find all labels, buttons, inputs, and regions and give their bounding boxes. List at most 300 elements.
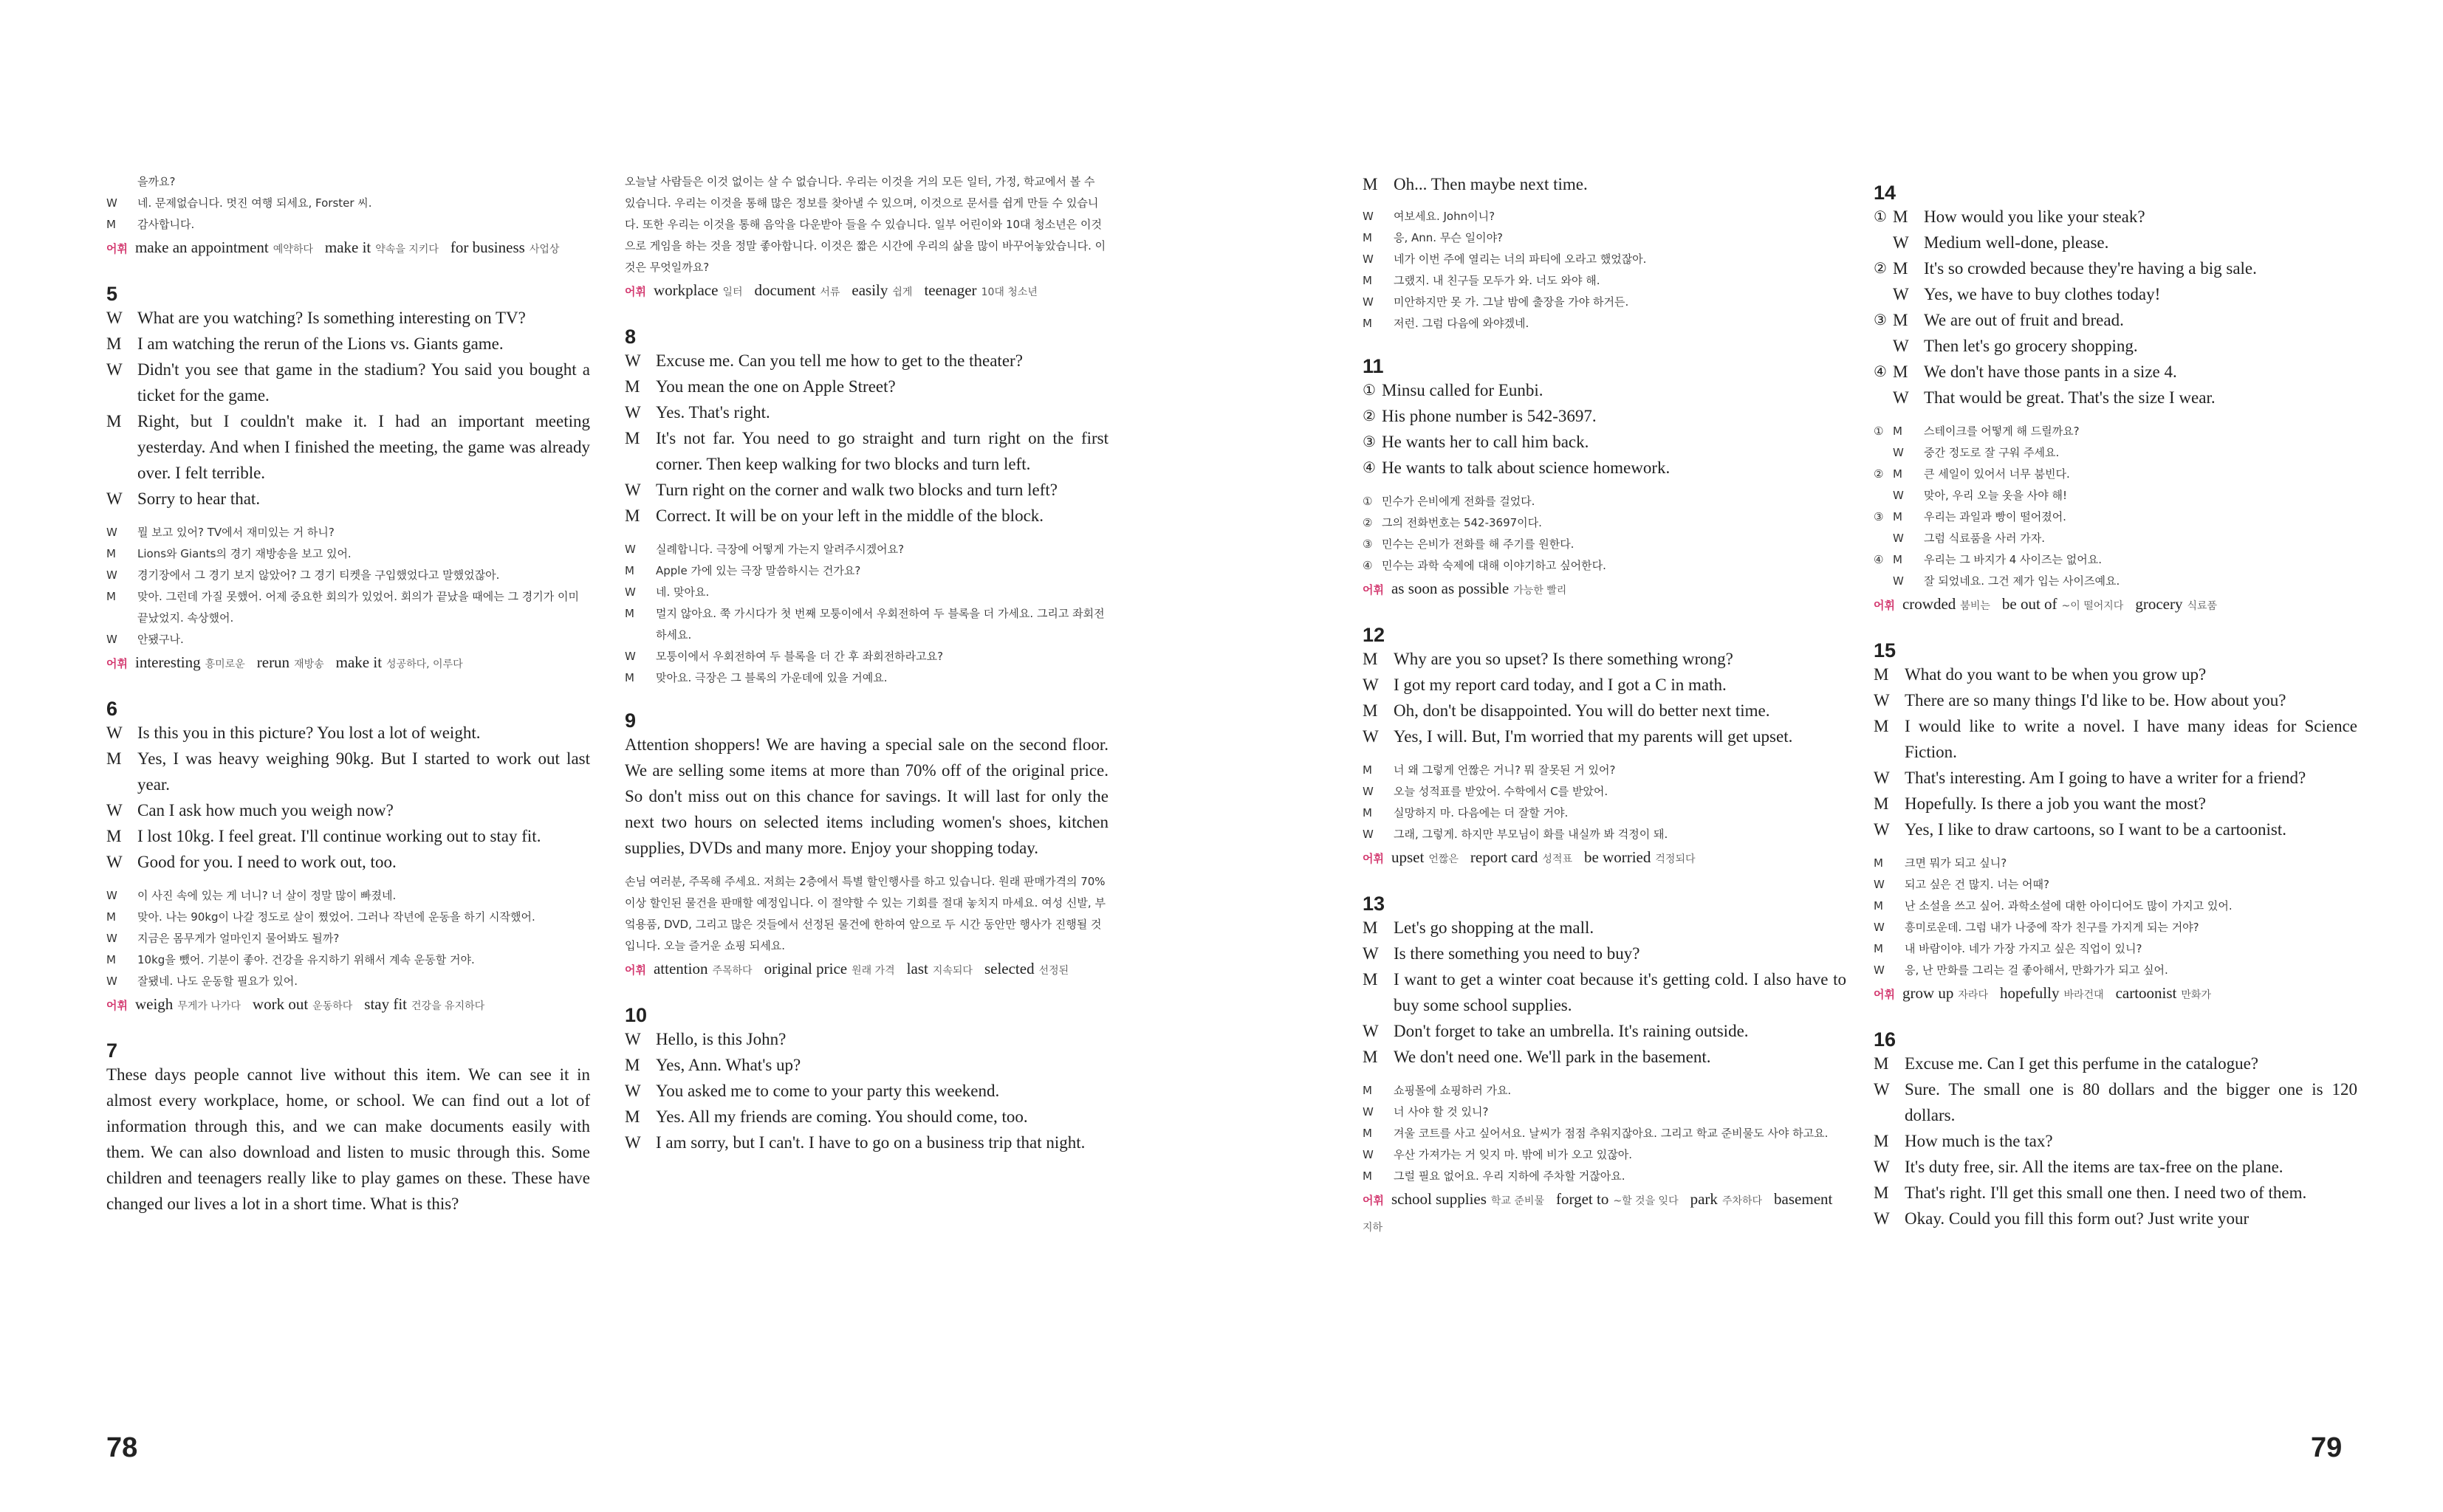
translation-text: 모퉁이에서 우회전하여 두 블록을 더 간 후 좌회전하라고요? xyxy=(656,650,944,663)
translation-line xyxy=(1874,938,2357,960)
translation-line xyxy=(1874,442,2357,464)
question-13 xyxy=(1363,893,1846,1240)
vocab-meaning: 건강을 유지하다 xyxy=(411,1000,485,1012)
vocab-meaning: 만화가 xyxy=(2181,989,2211,1001)
vocab-word: stay fit xyxy=(364,995,408,1013)
vocab-meaning: 무게가 나가다 xyxy=(177,1000,241,1012)
translation-line xyxy=(106,907,590,928)
question-number: 14 xyxy=(1874,182,1897,204)
passage-text: Attention shoppers! We are having a special sale on the second floor. We are selling some items at more than 70% off of the original price. So don't miss out on this chance for savings. It will last for only the next two hours on selected items including women's shoes, kitchen supplies, DVDs and many more. Enjoy your shopping today. xyxy=(625,735,1109,857)
speaker-label: M xyxy=(1363,175,1378,193)
option-marker xyxy=(1874,385,1893,410)
vocab-label: 어휘 xyxy=(1874,599,1895,612)
dialogue-text: Right, but I couldn't make it. I had an important meeting yesterday. And when I finished the meeting, the game was already over. I felt terrible. xyxy=(137,412,590,482)
q10-continuation xyxy=(1363,171,1846,334)
vocab-meaning: 걱정되다 xyxy=(1655,853,1696,865)
dialogue-line xyxy=(1874,333,2357,359)
translation-line xyxy=(106,565,590,586)
speaker-label: W xyxy=(106,633,117,646)
dialogue-text: Then let's go grocery shopping. xyxy=(1924,337,2138,355)
dialogue-line xyxy=(106,408,590,486)
dialogue-text: I am watching the rerun of the Lions vs. Giants game. xyxy=(137,334,504,353)
dialogue-line xyxy=(1874,255,2357,281)
vocab-label: 어휘 xyxy=(1363,583,1384,597)
translation-line xyxy=(1363,534,1846,555)
vocab-meaning: 자라다 xyxy=(1958,989,1988,1001)
question-number: 7 xyxy=(106,1040,118,1062)
translation-text: 민수는 과학 숙제에 대해 이야기하고 싶어한다. xyxy=(1382,559,1606,572)
speaker-label: M xyxy=(625,377,640,396)
option-marker xyxy=(1874,442,1893,464)
dialogue-text: We are out of fruit and bread. xyxy=(1924,311,2124,329)
dialogue-line xyxy=(1874,765,2357,791)
vocab-meaning: 주목하다 xyxy=(712,965,753,977)
translation-text: 감사합니다. xyxy=(137,218,195,231)
dialogue-line xyxy=(106,797,590,823)
translation-line xyxy=(1874,485,2357,506)
column-3 xyxy=(1363,171,1846,1261)
vocab-word: original price xyxy=(764,960,848,977)
vocab-meaning: 지속되다 xyxy=(932,965,973,977)
translation-text: 잘 되었네요. 그건 제가 입는 사이즈예요. xyxy=(1924,574,2120,588)
translation-text: 중간 정도로 잘 구워 주세요. xyxy=(1924,446,2060,459)
speaker-label: M xyxy=(106,590,116,603)
dialogue-line xyxy=(1874,1076,2357,1128)
vocab-word: work out xyxy=(252,995,309,1013)
dialogue-line xyxy=(1874,1051,2357,1076)
speaker-label: M xyxy=(625,506,640,525)
right-page xyxy=(1222,0,2443,1512)
dialogue-line xyxy=(625,1104,1109,1130)
translation-text: 저런. 그럼 다음에 와야겠네. xyxy=(1394,317,1529,330)
vocab-meaning: 약속을 지키다 xyxy=(375,244,439,255)
dialogue-line xyxy=(1874,1128,2357,1154)
question-number: 10 xyxy=(625,1004,648,1026)
translation-line xyxy=(1363,227,1846,249)
vocab-word: school supplies xyxy=(1391,1190,1487,1208)
speaker-label: M xyxy=(1874,942,1883,955)
translation-text: 네가 이번 주에 열리는 너의 파티에 오라고 했었잖아. xyxy=(1394,252,1647,266)
option-marker: ① xyxy=(1363,381,1376,399)
translation-line xyxy=(1874,528,2357,549)
dialogue-text: How would you like your steak? xyxy=(1924,207,2145,226)
dialogue-line xyxy=(1363,429,1846,455)
vocab-meaning: 재방송 xyxy=(294,659,324,670)
vocab-meaning: 바라건대 xyxy=(2063,989,2104,1001)
dialogue-text: Is there something you need to buy? xyxy=(1394,944,1640,963)
translation-text: 크면 뭐가 되고 싶니? xyxy=(1905,856,2007,870)
vocab-meaning: 흥미로운 xyxy=(205,659,245,670)
option-marker: ④ xyxy=(1363,458,1376,476)
vocab-label: 어휘 xyxy=(1363,852,1384,865)
vocab-word: document xyxy=(754,281,816,299)
question-number: 15 xyxy=(1874,639,1897,662)
question-number: 11 xyxy=(1363,355,1384,377)
translation-line xyxy=(106,629,590,650)
translation-text: 그의 전화번호는 542-3697이다. xyxy=(1382,516,1542,529)
dialogue-text: Yes, I will. But, I'm worried that my parents will get upset. xyxy=(1394,727,1793,746)
speaker-label: W xyxy=(106,309,123,327)
speaker-label: M xyxy=(106,547,116,560)
dialogue-text: It's duty free, sir. All the items are tax-free on the plane. xyxy=(1905,1158,2283,1176)
dialogue-text: Minsu called for Eunbi. xyxy=(1382,381,1543,399)
dialogue-line xyxy=(1363,724,1846,749)
translation-text: 큰 세일이 있어서 너무 붐빈다. xyxy=(1924,467,2070,481)
speaker-label: M xyxy=(625,429,640,447)
dialogue-text: Yes, we have to buy clothes today! xyxy=(1924,285,2161,303)
dialogue-text: I lost 10kg. I feel great. I'll continue working out to stay fit. xyxy=(137,827,541,845)
speaker-label: W xyxy=(1363,1105,1374,1118)
speaker-label: M xyxy=(1363,1048,1378,1066)
translation-line xyxy=(106,971,590,992)
option-marker: ④ xyxy=(1363,559,1373,572)
dialogue-text: It's so crowded because they're having a big sale. xyxy=(1924,259,2257,278)
vocab-meaning: 가능한 빨리 xyxy=(1513,585,1567,597)
translation-line xyxy=(106,928,590,949)
speaker-label: W xyxy=(1363,1148,1374,1161)
question-16 xyxy=(1874,1028,2357,1231)
vocabulary-list xyxy=(1874,592,2357,619)
dialogue-line xyxy=(625,1130,1109,1155)
translation-text: 그래, 그렇게. 하지만 부모님이 화를 내실까 봐 걱정이 돼. xyxy=(1394,828,1668,841)
dialogue-line xyxy=(1363,1044,1846,1070)
question-number: 12 xyxy=(1363,624,1385,646)
dialogue-line xyxy=(1363,941,1846,966)
vocab-meaning: 사업상 xyxy=(529,244,560,255)
speaker-label: W xyxy=(625,351,641,370)
dialogue-line xyxy=(625,1026,1109,1052)
vocab-word: park xyxy=(1690,1190,1718,1208)
dialogue-text: He wants to talk about science homework. xyxy=(1382,458,1671,477)
vocab-meaning: 운동하다 xyxy=(312,1000,353,1012)
vocab-word: make it xyxy=(324,238,371,256)
dialogue-line xyxy=(1874,791,2357,817)
translation-text: 10kg을 뺐어. 기분이 좋아. 건강을 유지하기 위해서 계속 운동할 거야. xyxy=(137,953,475,966)
dialogue-line xyxy=(1874,230,2357,255)
dialogue-line xyxy=(625,399,1109,425)
translation-line xyxy=(1363,803,1846,824)
vocab-meaning: 식료품 xyxy=(2187,600,2218,612)
translation-text: 맞아, 우리 오늘 옷을 사야 해! xyxy=(1924,489,2068,502)
dialogue-line xyxy=(1874,307,2357,333)
option-marker xyxy=(1874,333,1893,359)
speaker-label xyxy=(106,171,137,193)
question-5 xyxy=(106,283,590,677)
translation-line xyxy=(106,885,590,907)
vocab-label: 어휘 xyxy=(1874,988,1895,1001)
translation-text: 그랬지. 내 친구들 모두가 와. 너도 와야 해. xyxy=(1394,274,1600,287)
speaker-label: M xyxy=(1874,856,1883,870)
speaker-label: W xyxy=(1874,921,1885,934)
dialogue-line xyxy=(1363,403,1846,429)
dialogue-line xyxy=(625,374,1109,399)
option-marker: ③ xyxy=(1874,510,1884,523)
speaker-label: W xyxy=(625,585,636,599)
translation-line xyxy=(1874,853,2357,874)
speaker-label: W xyxy=(1874,1080,1890,1099)
vocab-word: cartoonist xyxy=(2115,984,2177,1002)
q7-translation xyxy=(625,171,1109,305)
vocab-label: 어휘 xyxy=(1363,1194,1384,1207)
vocab-word: selected xyxy=(984,960,1035,977)
translation-line xyxy=(106,949,590,971)
speaker-label: M xyxy=(1893,425,1902,438)
dialogue-line xyxy=(1363,377,1846,403)
speaker-label: W xyxy=(1363,944,1379,963)
speaker-label: M xyxy=(1363,763,1372,777)
speaker-label: W xyxy=(106,889,117,902)
speaker-label: W xyxy=(106,975,117,988)
dialogue-line xyxy=(1363,646,1846,672)
option-marker: ② xyxy=(1363,516,1373,529)
dialogue-text: Yes. All my friends are coming. You should come, too. xyxy=(656,1107,1028,1126)
translation-text: 네. 맞아요. xyxy=(656,585,710,599)
speaker-label: W xyxy=(1893,233,1909,252)
dialogue-line xyxy=(625,425,1109,477)
speaker-label: M xyxy=(1893,259,1908,278)
speaker-label: M xyxy=(1363,317,1372,330)
speaker-label: W xyxy=(106,526,117,539)
speaker-label: M xyxy=(1363,918,1378,937)
dialogue-line xyxy=(106,486,590,512)
speaker-label: W xyxy=(1874,963,1885,977)
speaker-label: W xyxy=(1874,1158,1890,1176)
translation-text: 되고 싶은 건 많지. 너는 어때? xyxy=(1905,878,2049,891)
dialogue-line xyxy=(1874,359,2357,385)
vocab-word: be worried xyxy=(1584,848,1651,866)
speaker-label: M xyxy=(1363,806,1372,819)
translation-line xyxy=(1363,1144,1846,1166)
dialogue-text: You mean the one on Apple Street? xyxy=(656,377,896,396)
translation-text: 안됐구나. xyxy=(137,633,184,646)
vocabulary-list xyxy=(625,278,1109,305)
dialogue-text: Turn right on the corner and walk two blocks and turn left? xyxy=(656,481,1058,499)
speaker-label: W xyxy=(1893,532,1904,545)
speaker-label: W xyxy=(106,568,117,582)
speaker-label: M xyxy=(1893,362,1908,381)
option-marker: ③ xyxy=(1874,311,1887,329)
speaker-label: M xyxy=(1874,665,1889,684)
translation-text: 잘됐네. 나도 운동할 필요가 있어. xyxy=(137,975,298,988)
dialogue-line xyxy=(106,331,590,357)
option-marker: ③ xyxy=(1363,433,1376,450)
speaker-label: M xyxy=(1874,1054,1889,1073)
question-10 xyxy=(625,1004,1109,1155)
vocab-meaning: 주차하다 xyxy=(1721,1195,1763,1207)
question-number: 9 xyxy=(625,709,637,732)
speaker-label: M xyxy=(1874,794,1889,813)
translation-line xyxy=(1363,781,1846,803)
translation-text: 민수는 은비가 전화를 해 주기를 원한다. xyxy=(1382,537,1575,551)
speaker-label: M xyxy=(106,412,122,430)
translation-line xyxy=(1363,1102,1846,1123)
vocabulary-list xyxy=(106,992,590,1019)
vocab-label: 어휘 xyxy=(106,999,128,1012)
dialogue-line xyxy=(625,503,1109,529)
dialogue-line xyxy=(106,305,590,331)
translation-line xyxy=(625,603,1109,646)
speaker-label: M xyxy=(106,218,116,231)
option-marker xyxy=(1874,528,1893,549)
dialogue-text: Good for you. I need to work out, too. xyxy=(137,853,397,871)
question-7 xyxy=(106,1040,590,1217)
translation-line xyxy=(1874,571,2357,592)
translation-line xyxy=(106,214,590,236)
passage-translation: 손님 여러분, 주목해 주세요. 저희는 2층에서 특별 할인행사를 하고 있습니다. 원래 판매가격의 70% 이상 할인된 물건을 판매할 예정입니다. 이 절약할 수 있는 기회를 절대 놓치지 마세요. 여성 신발, 부엌용품, DVD, 그리고 많은 것들에서 선정된 물건에 한하여 앞으로 두 시간 동안만 행사가 진행될 것입니다. 오늘 즐거운 쇼핑 되세요. xyxy=(625,875,1106,952)
question-11 xyxy=(1363,355,1846,603)
speaker-label: M xyxy=(1893,207,1908,226)
option-marker: ② xyxy=(1874,467,1884,481)
dialogue-line xyxy=(625,477,1109,503)
translation-line xyxy=(1363,1123,1846,1144)
question-number: 16 xyxy=(1874,1028,1897,1051)
option-marker: ① xyxy=(1874,425,1884,438)
speaker-label: W xyxy=(106,724,123,742)
vocab-meaning: 붐비는 xyxy=(1960,600,1990,612)
speaker-label: W xyxy=(1874,1209,1890,1228)
dialogue-line xyxy=(1874,1180,2357,1206)
vocab-meaning: 성공하다, 이루다 xyxy=(386,659,463,670)
vocabulary-list xyxy=(1363,845,1846,872)
dialogue-text: We don't have those pants in a size 4. xyxy=(1924,362,2177,381)
page-number-right: 79 xyxy=(2311,1432,2343,1463)
vocab-word: upset xyxy=(1391,848,1425,866)
translation-text: 너 왜 그렇게 언짢은 거니? 뭐 잘못된 거 있어? xyxy=(1394,763,1616,777)
speaker-label: M xyxy=(1893,553,1902,566)
dialogue-line xyxy=(1874,1154,2357,1180)
dialogue-text: His phone number is 542-3697. xyxy=(1382,407,1597,425)
translation-line xyxy=(106,586,590,629)
translation-text: Apple 가에 있는 극장 말씀하시는 건가요? xyxy=(656,564,861,577)
translation-text: 우리는 그 바지가 4 사이즈는 없어요. xyxy=(1924,553,2103,566)
translation-text: 흥미로운데. 그럼 내가 나중에 작가 친구를 가지게 되는 거야? xyxy=(1905,921,2199,934)
dialogue-text: Yes, I was heavy weighing 90kg. But I started to work out last year. xyxy=(137,749,590,794)
vocab-word: easily xyxy=(852,281,888,299)
speaker-label: M xyxy=(106,749,122,768)
speaker-label: W xyxy=(1363,828,1374,841)
translation-text: 경기장에서 그 경기 보지 않았어? 그 경기 티켓을 구입했었다고 말했었잖아. xyxy=(137,568,500,582)
dialogue-line xyxy=(1874,713,2357,765)
vocab-meaning: 성적표 xyxy=(1542,853,1572,865)
dialogue-text: Why are you so upset? Is there something wrong? xyxy=(1394,650,1733,668)
translation-line xyxy=(1874,960,2357,981)
dialogue-text: Can I ask how much you weigh now? xyxy=(137,801,394,819)
dialogue-line xyxy=(1874,687,2357,713)
translation-line xyxy=(106,543,590,565)
speaker-label: M xyxy=(1874,1183,1889,1202)
vocab-word: grocery xyxy=(2135,595,2183,613)
speaker-label: M xyxy=(1363,701,1378,720)
translation-text: 너 사야 할 것 있니? xyxy=(1394,1105,1489,1118)
speaker-label: M xyxy=(625,1107,640,1126)
option-marker: ② xyxy=(1363,407,1376,425)
dialogue-text: Let's go shopping at the mall. xyxy=(1394,918,1594,937)
translation-line xyxy=(1363,760,1846,781)
vocab-word: make it xyxy=(335,653,383,671)
dialogue-text: Hello, is this John? xyxy=(656,1030,787,1048)
dialogue-line xyxy=(1363,966,1846,1018)
speaker-label: W xyxy=(625,650,636,663)
translation-line xyxy=(1363,313,1846,334)
vocab-word: teenager xyxy=(924,281,977,299)
dialogue-text: Sure. The small one is 80 dollars and the bigger one is 120 dollars. xyxy=(1905,1080,2357,1124)
speaker-label: W xyxy=(1874,878,1885,891)
speaker-label: W xyxy=(1893,388,1909,407)
speaker-label: W xyxy=(625,403,641,422)
dialogue-text: I want to get a winter coat because it's getting cold. I also have to buy some school supplies. xyxy=(1394,970,1846,1014)
vocab-meaning: 언짢은 xyxy=(1428,853,1459,865)
vocab-label: 어휘 xyxy=(106,657,128,670)
vocab-word: last xyxy=(906,960,928,977)
translation-line xyxy=(1363,1166,1846,1187)
vocab-word: basement xyxy=(1774,1190,1833,1208)
vocab-word: forget to xyxy=(1555,1190,1609,1208)
dialogue-text: Yes. That's right. xyxy=(656,403,770,422)
vocab-meaning: ~이 떨어지다 xyxy=(2061,600,2124,612)
option-marker: ④ xyxy=(1874,553,1884,566)
dialogue-text: Medium well-done, please. xyxy=(1924,233,2109,252)
translation-text: 실례합니다. 극장에 어떻게 가는지 알려주시겠어요? xyxy=(656,543,905,556)
dialogue-text: Excuse me. Can I get this perfume in the catalogue? xyxy=(1905,1054,2258,1073)
speaker-label: W xyxy=(106,932,117,945)
speaker-label: M xyxy=(1874,1132,1889,1150)
translation-text: Lions와 Giants의 경기 재방송을 보고 있어. xyxy=(137,547,352,560)
translation-text: 겨울 코트를 사고 싶어서요. 날씨가 점점 추워지잖아요. 그리고 학교 준비물도 사야 하고요. xyxy=(1394,1127,1829,1140)
speaker-label: W xyxy=(625,543,636,556)
speaker-label: M xyxy=(625,1056,640,1074)
speaker-label: W xyxy=(1363,295,1374,309)
translation-text: 맞아요. 극장은 그 블록의 가운데에 있을 거예요. xyxy=(656,671,888,684)
speaker-label: W xyxy=(1363,210,1374,223)
translation-line xyxy=(1874,464,2357,485)
translation-line xyxy=(1874,506,2357,528)
translation-text: 스테이크를 어떻게 해 드릴까요? xyxy=(1924,425,2080,438)
translation-text: 지금은 몸무게가 얼마인지 물어봐도 될까? xyxy=(137,932,340,945)
speaker-label: W xyxy=(625,1082,641,1100)
vocabulary-list xyxy=(1874,981,2357,1008)
vocab-word: make an appointment xyxy=(134,238,269,256)
q4-continuation xyxy=(106,171,590,262)
dialogue-line xyxy=(625,1052,1109,1078)
speaker-label: M xyxy=(1874,717,1889,735)
passage-text: These days people cannot live without this item. We can see it in almost every workplace, home, or school. We can find out a lot of information through this, and we can make documents easily with them. We can also download and listen to music through this. Some children and teenagers really like to play games on these. These have changed our lives a lot in a short time. What is this? xyxy=(106,1065,590,1213)
translation-line xyxy=(1874,874,2357,896)
dialogue-line xyxy=(1363,171,1846,197)
translation-text: 네. 문제없습니다. 멋진 여행 되세요, Forster 씨. xyxy=(137,196,372,210)
vocab-meaning: 쉽게 xyxy=(892,286,913,298)
speaker-label: M xyxy=(1893,311,1908,329)
dialogue-text: What are you watching? Is something interesting on TV? xyxy=(137,309,526,327)
vocabulary-list xyxy=(1363,1187,1846,1240)
speaker-label: W xyxy=(1893,489,1904,502)
dialogue-line xyxy=(1874,385,2357,410)
dialogue-line xyxy=(1363,698,1846,724)
speaker-label: M xyxy=(106,953,116,966)
question-number: 8 xyxy=(625,326,637,348)
vocab-meaning: 원래 가격 xyxy=(852,965,895,977)
speaker-label: M xyxy=(1893,467,1902,481)
speaker-label: M xyxy=(106,910,116,924)
option-marker xyxy=(1874,281,1893,307)
translation-text: 맞아. 그런데 가질 못했어. 어제 중요한 회의가 있었어. 회의가 끝났을 때에는 그 경기가 이미 끝났었지. 속상했어. xyxy=(137,590,579,625)
dialogue-text: There are so many things I'd like to be. How about you? xyxy=(1905,691,2286,709)
translation-text: 내 바람이야. 네가 가장 가지고 싶은 직업이 있니? xyxy=(1905,942,2142,955)
dialogue-line xyxy=(1363,915,1846,941)
translation-line xyxy=(1363,1080,1846,1102)
vocabulary-list xyxy=(625,957,1109,983)
vocab-word: for business xyxy=(450,238,525,256)
translation-text: 뭘 보고 있어? TV에서 재미있는 거 하니? xyxy=(137,526,335,539)
